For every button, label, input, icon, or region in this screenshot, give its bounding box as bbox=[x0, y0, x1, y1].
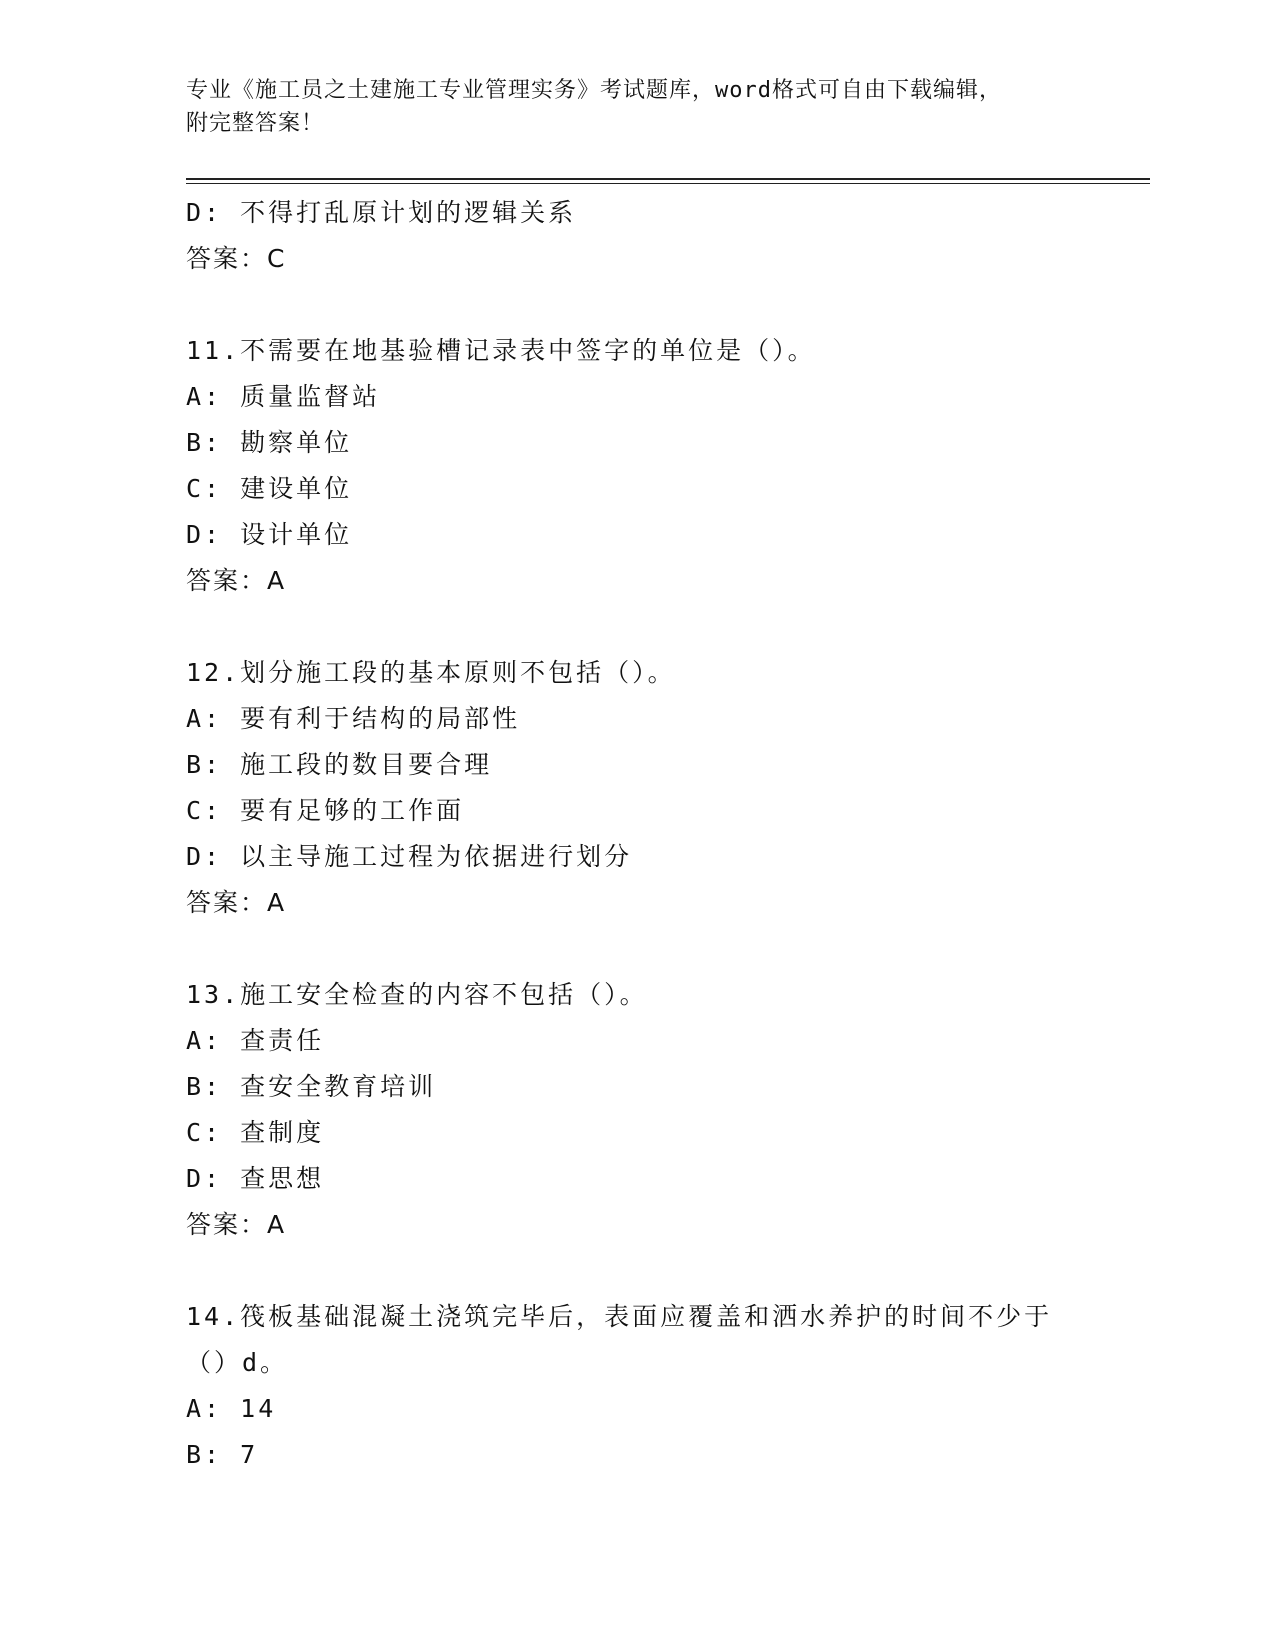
question-stem: 12.划分施工段的基本原则不包括（）。 bbox=[186, 658, 676, 687]
option-a: A: 14 bbox=[186, 1394, 277, 1423]
document-header bbox=[186, 74, 1086, 140]
option-c: C: 要有足够的工作面 bbox=[186, 796, 465, 825]
option-a: A: 质量监督站 bbox=[186, 382, 381, 411]
question-11 bbox=[186, 328, 1106, 604]
question-content bbox=[186, 190, 1106, 1478]
answer-line: 答案：A bbox=[186, 566, 287, 595]
option-d: D: 不得打乱原计划的逻辑关系 bbox=[186, 198, 577, 227]
option-b: B: 7 bbox=[186, 1440, 259, 1469]
option-d: D: 设计单位 bbox=[186, 520, 353, 549]
question-stem: 13.施工安全检查的内容不包括（）。 bbox=[186, 980, 648, 1009]
question-13 bbox=[186, 972, 1106, 1248]
previous-question-tail bbox=[186, 190, 1106, 282]
option-b: B: 勘察单位 bbox=[186, 428, 353, 457]
option-b: B: 查安全教育培训 bbox=[186, 1072, 437, 1101]
question-stem-line-2: （）d。 bbox=[186, 1348, 289, 1377]
option-a: A: 查责任 bbox=[186, 1026, 325, 1055]
question-stem: 11.不需要在地基验槽记录表中签字的单位是（）。 bbox=[186, 336, 816, 365]
option-c: C: 建设单位 bbox=[186, 474, 353, 503]
answer-line: 答案：C bbox=[186, 244, 287, 273]
question-14 bbox=[186, 1294, 1106, 1478]
header-line-2: 附完整答案！ bbox=[186, 111, 325, 136]
option-a: A: 要有利于结构的局部性 bbox=[186, 704, 521, 733]
answer-line: 答案：A bbox=[186, 1210, 287, 1239]
answer-line: 答案：A bbox=[186, 888, 287, 917]
header-line-1: 专业《施工员之土建施工专业管理实务》考试题库，word格式可自由下载编辑， bbox=[186, 78, 1002, 103]
header-divider-thin bbox=[186, 183, 1150, 184]
option-d: D: 查思想 bbox=[186, 1164, 325, 1193]
question-12 bbox=[186, 650, 1106, 926]
option-d: D: 以主导施工过程为依据进行划分 bbox=[186, 842, 633, 871]
question-stem-line-1: 14.筏板基础混凝土浇筑完毕后，表面应覆盖和洒水养护的时间不少于 bbox=[186, 1302, 1053, 1331]
option-b: B: 施工段的数目要合理 bbox=[186, 750, 493, 779]
option-c: C: 查制度 bbox=[186, 1118, 325, 1147]
header-divider-thick bbox=[186, 178, 1150, 180]
